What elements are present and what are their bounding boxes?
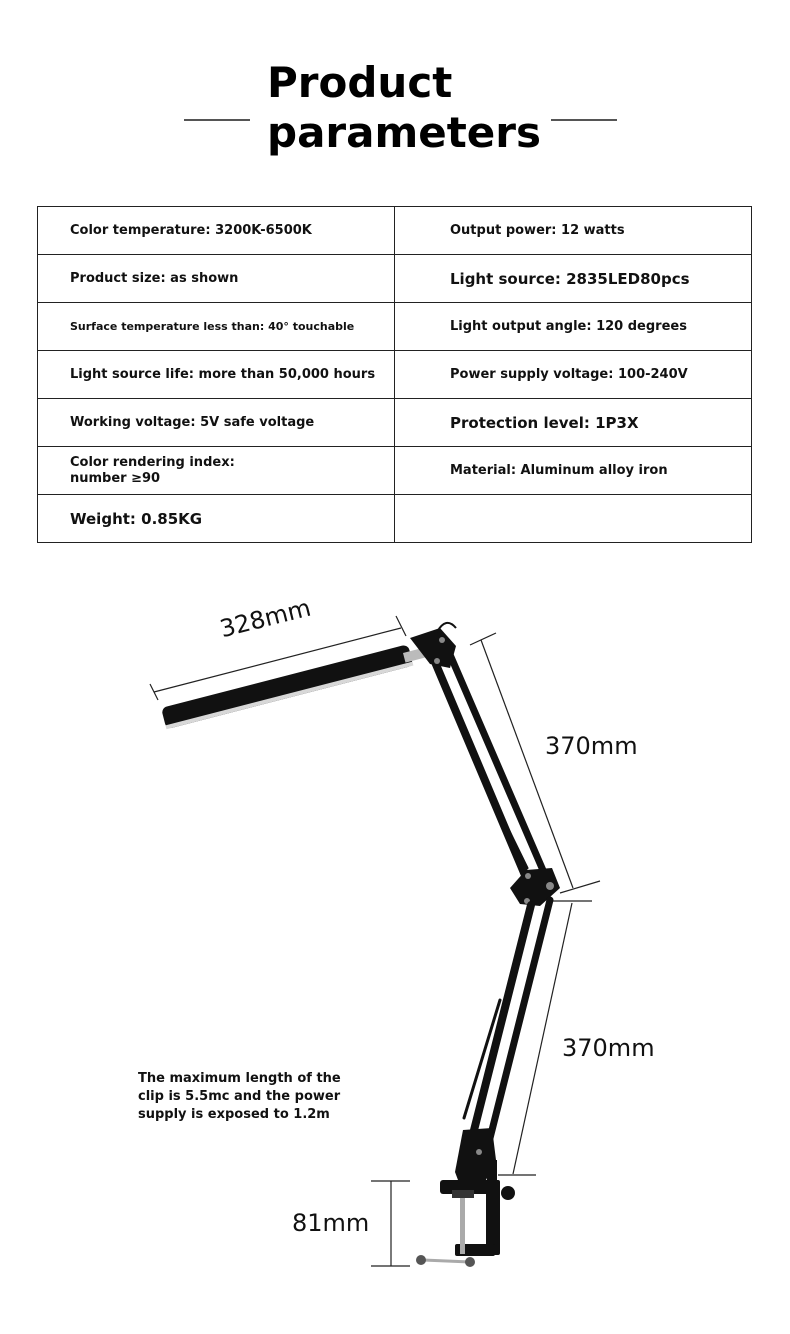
param-weight: Weight: 0.85KG [38, 495, 395, 543]
title-line-1: Product [267, 58, 453, 107]
dim-line-clamp [371, 1181, 410, 1266]
cri-line-1: Color rendering index: [70, 454, 235, 470]
param-product-size: Product size: as shown [38, 255, 395, 303]
dim-label-upper-arm: 370mm [545, 732, 638, 760]
param-supply-voltage: Power supply voltage: 100-240V [395, 351, 752, 399]
cri-line-2: number ≥90 [70, 470, 161, 486]
dim-label-clamp: 81mm [292, 1209, 370, 1237]
param-protection-level: Protection level: 1P3X [395, 399, 752, 447]
clamp [416, 1128, 515, 1267]
top-joint [410, 623, 456, 668]
upper-arm [432, 650, 545, 880]
note-line-1: The maximum length of the [138, 1071, 341, 1086]
note-line-3: supply is exposed to 1.2m [138, 1107, 330, 1122]
param-light-angle: Light output angle: 120 degrees [395, 303, 752, 351]
title-line-2: parameters [267, 108, 541, 157]
lamp-head [161, 644, 425, 729]
note-line-2: clip is 5.5mc and the power [138, 1089, 341, 1104]
param-light-life: Light source life: more than 50,000 hours [38, 351, 395, 399]
param-color-temperature: Color temperature: 3200K-6500K [38, 207, 395, 255]
param-working-voltage: Working voltage: 5V safe voltage [38, 399, 395, 447]
dim-label-lower-arm: 370mm [562, 1034, 655, 1062]
clip-note [138, 1070, 358, 1124]
param-output-power: Output power: 12 watts [395, 207, 752, 255]
param-material: Material: Aluminum alloy iron [395, 447, 752, 495]
param-surface-temperature: Surface temperature less than: 40° touchable [38, 303, 395, 351]
dim-label-head: 328mm [217, 593, 314, 644]
param-light-source: Light source: 2835LED80pcs [395, 255, 752, 303]
lower-arm [464, 900, 550, 1150]
